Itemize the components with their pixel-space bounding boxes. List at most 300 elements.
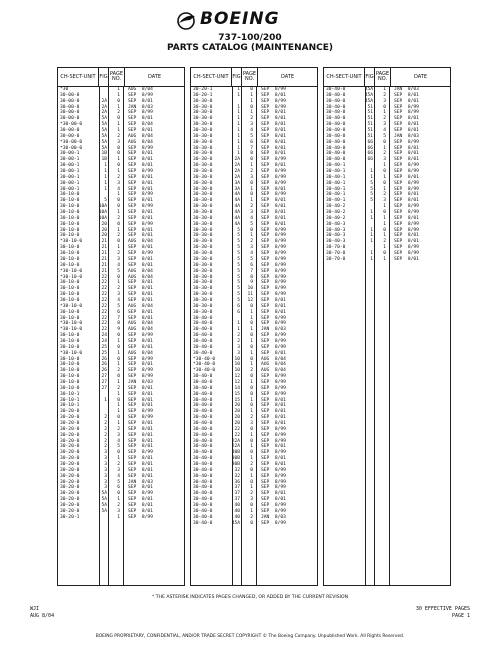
page-cell: 0: [250, 467, 253, 473]
unit-cell: 30-40-0: [193, 467, 213, 473]
fig-cell: 5: [370, 198, 373, 204]
date-cell: SEP 8/01: [261, 151, 286, 157]
page-cell: 3: [117, 432, 120, 438]
page-cell: 9: [117, 327, 120, 333]
page-cell: 6: [117, 485, 120, 491]
page-cell: 0: [250, 104, 253, 110]
fig-cell: 25: [101, 344, 107, 350]
unit-cell: 30-30-0: [193, 174, 213, 180]
date-cell: SEP 8/01: [128, 286, 153, 292]
fig-cell: 1: [370, 233, 373, 239]
date-cell: SEP 8/99: [261, 438, 286, 444]
unit-cell: 30-10-0: [60, 262, 80, 268]
date-cell: SEP 8/99: [261, 87, 286, 92]
unit-cell: 30-10-1: [60, 403, 80, 409]
page-cell: 1: [117, 169, 120, 175]
page-cell: 0: [383, 169, 386, 175]
unit-cell: 30-20-0: [60, 479, 80, 485]
table-header: [58, 68, 184, 87]
unit-cell: 30-40-0: [193, 503, 213, 509]
date-cell: AUG 8/04: [128, 87, 153, 92]
fig-cell: 45A: [364, 87, 373, 92]
unit-cell: 30-10-0: [60, 385, 80, 391]
page-cell: 5: [117, 303, 120, 309]
unit-cell: *30-40-0: [193, 368, 216, 374]
unit-cell: 30-20-0: [60, 467, 80, 473]
date-cell: SEP 8/99: [394, 180, 419, 186]
date-cell: SEP 8/01: [394, 215, 419, 221]
page-cell: 0: [250, 374, 253, 380]
date-cell: SEP 8/04: [128, 122, 153, 128]
page-cell: 0: [250, 426, 253, 432]
date-cell: SEP 8/99: [394, 186, 419, 192]
unit-cell: 30-40-0: [193, 491, 213, 497]
column-header-date: DATE: [280, 73, 294, 80]
fig-cell: 51: [367, 104, 373, 110]
fig-cell: 5A: [101, 128, 107, 134]
page-cell: 0: [117, 450, 120, 456]
column-divider: [374, 86, 375, 585]
date-cell: SEP 8/01: [128, 497, 153, 503]
unit-cell: 30-30-0: [193, 151, 213, 157]
unit-cell: 30-40-0: [326, 151, 346, 157]
page-cell: 5: [117, 479, 120, 485]
page-cell: 0: [250, 479, 253, 485]
date-cell: SEP 8/99: [261, 315, 286, 321]
date-cell: SEP 8/01: [394, 151, 419, 157]
date-cell: SEP 8/01: [128, 256, 153, 262]
page-cell: 3: [117, 180, 120, 186]
date-cell: SEP 8/01: [128, 227, 153, 233]
unit-cell: 30-40-1: [326, 198, 346, 204]
unit-cell: 30-10-0: [60, 315, 80, 321]
effective-pages-table-2: [190, 67, 318, 586]
date-cell: SEP 8/01: [128, 174, 153, 180]
fig-cell: 10A: [98, 215, 107, 221]
date-cell: SEP 8/99: [128, 356, 153, 362]
page-cell: 4: [117, 473, 120, 479]
unit-cell: 30-40-1: [326, 186, 346, 192]
date-cell: SEP 8/99: [261, 450, 286, 456]
fig-cell: 3: [237, 344, 240, 350]
page-cell: 2: [383, 116, 386, 122]
date-cell: SEP 8/01: [261, 116, 286, 122]
page-cell: 1: [383, 174, 386, 180]
fig-cell: 2A: [234, 169, 240, 175]
date-cell: SEP 8/01: [128, 262, 153, 268]
fig-cell: 2A: [234, 163, 240, 169]
date-cell: SEP 8/99: [261, 333, 286, 339]
page-cell: 2: [250, 116, 253, 122]
page-cell: 2: [117, 286, 120, 292]
fig-cell: 5A: [101, 503, 107, 509]
page-cell: 7: [250, 145, 253, 151]
unit-cell: 30-00-1: [60, 163, 80, 169]
page-cell: 1: [250, 186, 253, 192]
page-cell: 1: [117, 280, 120, 286]
date-cell: SEP 8/01: [128, 210, 153, 216]
page-cell: 1: [250, 309, 253, 315]
unit-cell: 30-30-0: [193, 280, 213, 286]
fig-cell: 22: [101, 297, 107, 303]
unit-cell: 30-10-0: [60, 256, 80, 262]
page-cell: 3: [117, 292, 120, 298]
date-cell: SEP 8/99: [261, 227, 286, 233]
page-cell: 1: [250, 350, 253, 356]
fig-cell: 2A: [101, 110, 107, 116]
date-cell: SEP 8/99: [261, 169, 286, 175]
date-cell: SEP 8/01: [128, 215, 153, 221]
unit-cell: 30-00-0: [60, 116, 80, 122]
date-cell: SEP 8/99: [261, 426, 286, 432]
unit-cell: 30-40-0: [326, 98, 346, 104]
unit-cell: 30-30-0: [193, 122, 213, 128]
date-cell: SEP 8/01: [128, 180, 153, 186]
page-cell: 0: [250, 520, 253, 526]
page-cell: 1: [250, 362, 253, 368]
page-cell: 4: [250, 128, 253, 134]
page-cell: 0: [383, 210, 386, 216]
unit-cell: 30-40-0: [193, 432, 213, 438]
fig-cell: 27: [101, 374, 107, 380]
unit-cell: 30-10-0: [60, 280, 80, 286]
page-cell: 2: [117, 251, 120, 257]
fig-cell: 45A: [364, 98, 373, 104]
fig-cell: 1: [104, 169, 107, 175]
date-cell: SEP 8/99: [128, 415, 153, 421]
fig-cell: 2A: [234, 157, 240, 163]
fig-cell: 25: [101, 350, 107, 356]
date-cell: SEP 8/01: [128, 245, 153, 251]
unit-cell: 30-20-1: [193, 87, 213, 92]
unit-cell: 30-40-1: [326, 169, 346, 175]
page-cell: 1: [117, 227, 120, 233]
date-cell: SEP 8/99: [261, 473, 286, 479]
fig-cell: 2A: [101, 104, 107, 110]
fig-cell: 5: [237, 233, 240, 239]
date-cell: SEP 8/99: [128, 204, 153, 210]
date-cell: SEP 8/01: [394, 256, 419, 262]
page-cell: 1: [250, 508, 253, 514]
unit-cell: 30-40-0: [193, 520, 213, 526]
unit-cell: 30-40-2: [326, 215, 346, 221]
page-cell: 1: [117, 157, 120, 163]
fig-cell: 2A: [234, 174, 240, 180]
page-cell: 1: [383, 110, 386, 116]
fig-cell: 5: [237, 268, 240, 274]
page-cell: 1: [250, 379, 253, 385]
page-cell: 4: [117, 186, 120, 192]
page-cell: 0: [250, 157, 253, 163]
fig-cell: 2: [104, 438, 107, 444]
unit-cell: 30-40-0: [193, 374, 213, 380]
unit-cell: 30-40-0: [326, 157, 346, 163]
unit-cell: *30: [60, 87, 69, 92]
page-cell: 2: [383, 239, 386, 245]
date-cell: SEP 8/99: [394, 221, 419, 227]
fig-cell: 1: [370, 169, 373, 175]
fig-cell: 22: [101, 286, 107, 292]
fig-cell: 1: [237, 104, 240, 110]
fig-cell: 1: [370, 251, 373, 257]
unit-cell: 30-20-0: [60, 432, 80, 438]
unit-cell: 30-40-3: [326, 221, 346, 227]
date-cell: SEP 8/01: [261, 415, 286, 421]
unit-cell: 30-40-0: [193, 473, 213, 479]
column-header-page: PAGE NO.: [109, 68, 125, 86]
column-header-date: DATE: [413, 73, 427, 80]
unit-cell: 30-10-1: [60, 391, 80, 397]
date-cell: SEP 8/01: [128, 503, 153, 509]
date-cell: JAN 8/03: [394, 133, 419, 139]
unit-cell: 30-20-0: [60, 485, 80, 491]
date-cell: AUG 8/04: [128, 303, 153, 309]
column-header-unit: CH-SECT-UNIT: [191, 68, 232, 86]
page-cell: 1: [117, 391, 120, 397]
date-cell: SEP 8/99: [128, 145, 153, 151]
date-cell: SEP 8/99: [261, 180, 286, 186]
fig-cell: 1: [237, 116, 240, 122]
page-cell: 1: [117, 497, 120, 503]
unit-cell: 30-00-0: [60, 128, 80, 134]
unit-cell: 30-30-0: [193, 256, 213, 262]
page-cell: 0: [383, 139, 386, 145]
fig-cell: 4A: [234, 192, 240, 198]
aircraft-model: 737-100/200: [218, 33, 282, 43]
unit-cell: 30-30-0: [193, 292, 213, 298]
page-cell: 0: [117, 98, 120, 104]
fig-cell: 22: [101, 315, 107, 321]
column-divider: [123, 86, 124, 585]
unit-cell: 30-40-2: [326, 204, 346, 210]
page-cell: 0: [250, 192, 253, 198]
date-cell: SEP 8/99: [128, 409, 153, 415]
fig-cell: 1: [237, 145, 240, 151]
table-row: [191, 521, 317, 527]
fig-cell: 1: [370, 239, 373, 245]
fig-cell: 3A: [234, 186, 240, 192]
page-cell: 3: [383, 198, 386, 204]
date-cell: SEP 8/99: [394, 104, 419, 110]
date-cell: SEP 8/01: [394, 198, 419, 204]
unit-cell: 30-30-0: [193, 98, 213, 104]
page-cell: 1: [117, 128, 120, 134]
column-header-fig: FIG: [232, 68, 242, 86]
date-cell: SEP 8/01: [128, 485, 153, 491]
date-cell: SEP 8/01: [128, 391, 153, 397]
fig-cell: 1: [370, 215, 373, 221]
unit-cell: 30-30-0: [193, 221, 213, 227]
page-cell: 0: [383, 104, 386, 110]
date-cell: SEP 8/01: [128, 362, 153, 368]
date-cell: SEP 8/01: [261, 409, 286, 415]
unit-cell: 30-30-0: [193, 186, 213, 192]
page-cell: 1: [250, 485, 253, 491]
page-cell: 0: [250, 333, 253, 339]
fig-cell: 1: [370, 174, 373, 180]
unit-cell: 30-10-0: [60, 245, 80, 251]
unit-cell: 30-20-0: [60, 497, 80, 503]
page-cell: 0: [250, 180, 253, 186]
date-cell: SEP 8/99: [261, 467, 286, 473]
date-cell: SEP 8/01: [394, 92, 419, 98]
fig-cell: 4A: [234, 204, 240, 210]
fig-cell: 22: [234, 432, 240, 438]
fig-cell: 66: [367, 151, 373, 157]
unit-cell: 30-40-1: [326, 174, 346, 180]
fig-cell: 30B: [231, 462, 240, 467]
unit-cell: 30-30-0: [193, 233, 213, 239]
unit-cell: 30-40-0: [326, 104, 346, 110]
date-cell: SEP 8/01: [261, 456, 286, 462]
date-cell: SEP 8/99: [261, 374, 286, 380]
date-cell: SEP 8/99: [394, 139, 419, 145]
fig-cell: 30B: [231, 456, 240, 462]
fig-cell: 21: [101, 251, 107, 257]
date-cell: SEP 8/99: [128, 169, 153, 175]
unit-cell: 30-30-0: [193, 286, 213, 292]
unit-cell: 30-10-0: [60, 333, 80, 339]
page-cell: 3: [117, 467, 120, 473]
fig-cell: 15: [234, 397, 240, 403]
unit-cell: 30-30-0: [193, 204, 213, 210]
page-cell: 1: [117, 245, 120, 251]
unit-cell: 30-20-1: [193, 92, 213, 98]
unit-cell: 30-40-0: [193, 438, 213, 444]
unit-cell: 30-00-1: [60, 169, 80, 175]
date-cell: SEP 8/01: [128, 438, 153, 444]
date-cell: JAN 8/03: [128, 479, 153, 485]
fig-cell: 3: [104, 485, 107, 491]
table-header: [191, 68, 317, 87]
fig-cell: 22: [101, 321, 107, 327]
unit-cell: 30-40-1: [326, 192, 346, 198]
date-cell: SEP 8/01: [261, 198, 286, 204]
fig-cell: 5A: [101, 145, 107, 151]
page-cell: 7: [117, 315, 120, 321]
fig-cell: 30B: [231, 450, 240, 456]
date-cell: AUG 8/04: [128, 239, 153, 245]
date-cell: AUG 8/04: [261, 362, 286, 368]
fig-cell: 3: [104, 479, 107, 485]
unit-cell: 30-40-0: [326, 122, 346, 128]
date-cell: SEP 8/99: [261, 385, 286, 391]
page-cell: 0: [250, 438, 253, 444]
unit-cell: *30-10-0: [60, 321, 83, 327]
unit-cell: 30-40-2: [326, 210, 346, 216]
date-cell: SEP 8/01: [261, 309, 286, 315]
fig-cell: 2: [104, 426, 107, 432]
date-cell: SEP 8/01: [128, 98, 153, 104]
unit-cell: 30-70-0: [326, 256, 346, 262]
page-cell: 4: [117, 262, 120, 268]
unit-cell: 30-70-0: [326, 245, 346, 251]
date-cell: SEP 8/01: [394, 98, 419, 104]
unit-cell: 30-10-0: [60, 221, 80, 227]
page-cell: 4: [250, 215, 253, 221]
fig-cell: 10A: [98, 210, 107, 216]
fig-cell: 45A: [231, 520, 240, 526]
page-cell: 3: [383, 98, 386, 104]
page-cell: 1: [250, 163, 253, 169]
fig-cell: 6: [237, 309, 240, 315]
unit-cell: 30-40-0: [193, 403, 213, 409]
date-cell: SEP 8/01: [128, 338, 153, 344]
page-cell: 0: [117, 221, 120, 227]
date-cell: SEP 8/01: [261, 303, 286, 309]
column-divider: [99, 86, 100, 585]
date-cell: SEP 8/01: [394, 192, 419, 198]
asterisk-note: * THE ASTERISK INDICATES PAGES CHANGED, OR ADDED BY THE CURRENT REVISION: [151, 595, 349, 600]
date-cell: JAN 8/03: [128, 104, 153, 110]
unit-cell: 30-40-0: [193, 321, 213, 327]
fig-cell: 5: [237, 239, 240, 245]
unit-cell: 30-00-1: [60, 186, 80, 192]
fig-cell: 4A: [234, 210, 240, 216]
page-cell: 1: [117, 210, 120, 216]
page-cell: 5: [383, 133, 386, 139]
fig-cell: 1: [237, 122, 240, 128]
page-cell: 1: [250, 432, 253, 438]
column-divider: [108, 86, 109, 585]
page-cell: 0: [250, 227, 253, 233]
date-cell: SEP 8/99: [394, 204, 419, 210]
page-cell: 0: [117, 356, 120, 362]
fig-cell: 5: [237, 251, 240, 257]
fig-cell: 1: [370, 256, 373, 262]
page-cell: 1: [117, 379, 120, 385]
date-cell: SEP 8/99: [261, 98, 286, 104]
table-header: [324, 68, 450, 87]
column-header-page: PAGE NO.: [242, 68, 258, 86]
date-cell: SEP 8/99: [261, 256, 286, 262]
fig-cell: 66: [367, 157, 373, 163]
unit-cell: 30-40-0: [193, 409, 213, 415]
page-cell: 7: [250, 268, 253, 274]
page-cell: 1: [117, 338, 120, 344]
unit-cell: 30-30-0: [193, 198, 213, 204]
date-cell: SEP 8/99: [261, 274, 286, 280]
unit-cell: 30-30-0: [193, 145, 213, 151]
unit-cell: 30-00-0: [60, 98, 80, 104]
fig-cell: 5: [237, 286, 240, 292]
unit-cell: 30-40-0: [193, 333, 213, 339]
unit-cell: 30-40-0: [326, 87, 346, 92]
date-cell: SEP 8/99: [261, 239, 286, 245]
page-cell: 0: [117, 163, 120, 169]
page-cell: 1: [117, 403, 120, 409]
page-cell: 3: [383, 122, 386, 128]
page-cell: 2: [250, 415, 253, 421]
unit-cell: 30-30-0: [193, 139, 213, 145]
unit-cell: 30-30-0: [193, 245, 213, 251]
unit-cell: 30-40-0: [193, 426, 213, 432]
unit-cell: 30-00-1: [60, 151, 80, 157]
date-cell: SEP 8/01: [394, 157, 419, 163]
date-cell: SEP 8/01: [261, 403, 286, 409]
date-cell: SEP 8/01: [128, 157, 153, 163]
unit-cell: 30-00-1: [60, 174, 80, 180]
date-cell: SEP 8/99: [261, 432, 286, 438]
fig-cell: 5A: [101, 497, 107, 503]
fig-cell: 36: [234, 479, 240, 485]
date-cell: SEP 8/99: [261, 508, 286, 514]
page-cell: 0: [117, 145, 120, 151]
date-cell: SEP 8/01: [128, 233, 153, 239]
page-cell: 1: [250, 315, 253, 321]
page-cell: 0: [250, 503, 253, 509]
date-cell: SEP 8/99: [261, 104, 286, 110]
